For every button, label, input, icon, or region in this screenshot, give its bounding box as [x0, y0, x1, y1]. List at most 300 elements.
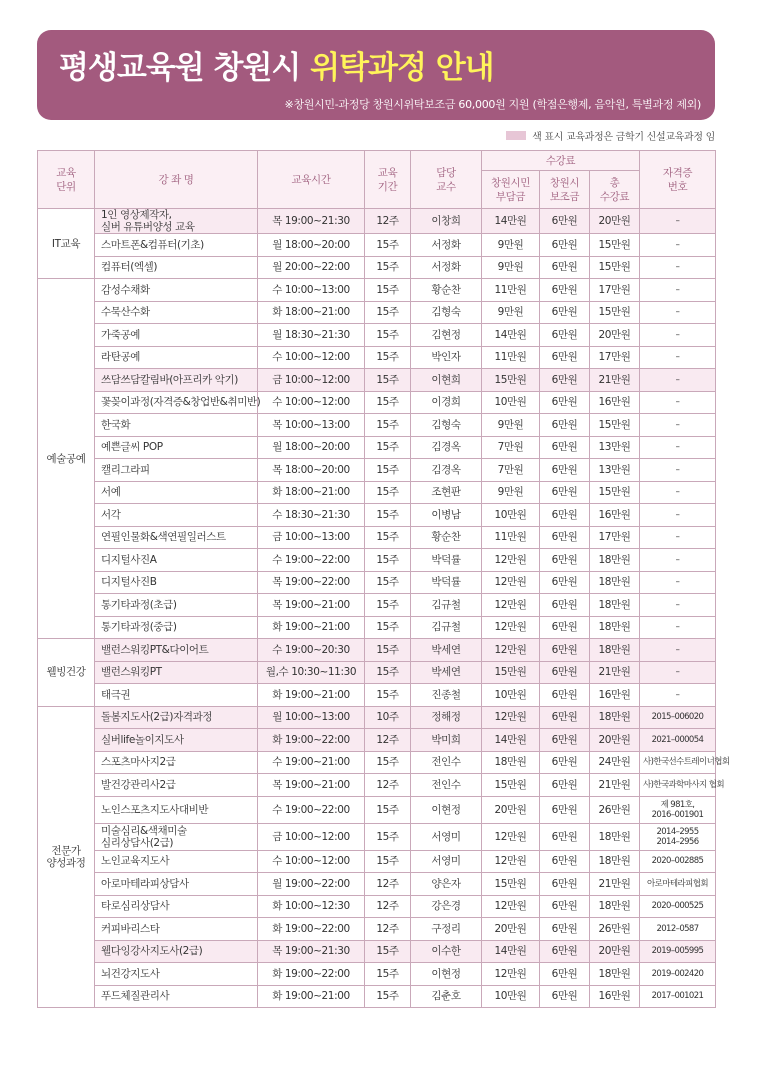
cert-cell: 제 981호, 2016–001901 — [640, 796, 716, 823]
instructor-cell: 이경희 — [411, 391, 482, 414]
cert-cell: – — [640, 616, 716, 639]
period-cell: 12주 — [365, 895, 411, 918]
table-row — [38, 963, 716, 986]
time-cell: 목 19:00~22:00 — [258, 571, 365, 594]
cert-cell: 2017–001021 — [640, 985, 716, 1008]
fee-subsidy-cell: 6만원 — [540, 346, 590, 369]
course-name-cell: 밸런스워킹PT&다이어트 — [95, 639, 258, 662]
table-row — [38, 985, 716, 1008]
time-cell: 월 10:00~13:00 — [258, 706, 365, 729]
course-name-cell: 노인스포츠지도사대비반 — [95, 796, 258, 823]
table-row — [38, 369, 716, 392]
cert-cell: 2012–0587 — [640, 918, 716, 941]
time-cell: 수 10:00~12:00 — [258, 850, 365, 873]
fee-subsidy-cell: 6만원 — [540, 549, 590, 572]
time-cell: 화 19:00~22:00 — [258, 963, 365, 986]
course-name-cell: 컴퓨터(엑셀) — [95, 256, 258, 279]
header-cert: 자격증 번호 — [640, 151, 716, 209]
title-main: 평생교육원 창원시 — [59, 50, 311, 86]
instructor-cell: 황순찬 — [411, 526, 482, 549]
course-name-cell: 푸드체질관리사 — [95, 985, 258, 1008]
fee-citizen-cell: 10만원 — [482, 985, 540, 1008]
fee-subsidy-cell: 6만원 — [540, 706, 590, 729]
table-row — [38, 414, 716, 437]
fee-citizen-cell: 18만원 — [482, 751, 540, 774]
fee-total-cell: 20만원 — [590, 729, 640, 752]
period-cell: 12주 — [365, 774, 411, 797]
fee-subsidy-cell: 6만원 — [540, 823, 590, 850]
period-cell: 15주 — [365, 234, 411, 257]
instructor-cell: 이현희 — [411, 369, 482, 392]
fee-total-cell: 16만원 — [590, 391, 640, 414]
table-row — [38, 234, 716, 257]
time-cell: 목 19:00~21:00 — [258, 594, 365, 617]
instructor-cell: 박덕률 — [411, 571, 482, 594]
period-cell: 15주 — [365, 850, 411, 873]
time-cell: 월 20:00~22:00 — [258, 256, 365, 279]
table-row — [38, 616, 716, 639]
course-table — [37, 150, 730, 1008]
course-name-cell: 뇌건강지도사 — [95, 963, 258, 986]
time-cell: 월 19:00~22:00 — [258, 873, 365, 896]
page-title — [59, 42, 494, 87]
fee-subsidy-cell: 6만원 — [540, 369, 590, 392]
period-cell: 15주 — [365, 616, 411, 639]
instructor-cell: 구정리 — [411, 918, 482, 941]
time-cell: 화 19:00~22:00 — [258, 729, 365, 752]
course-name-cell: 라탄공예 — [95, 346, 258, 369]
cert-cell: – — [640, 436, 716, 459]
fee-citizen-cell: 7만원 — [482, 459, 540, 482]
fee-total-cell: 17만원 — [590, 279, 640, 302]
fee-citizen-cell: 15만원 — [482, 369, 540, 392]
title-highlight: 위탁과정 안내 — [310, 50, 494, 86]
category-cell: 예술공예 — [38, 279, 95, 639]
instructor-cell: 박세연 — [411, 639, 482, 662]
time-cell: 금 10:00~13:00 — [258, 526, 365, 549]
fee-subsidy-cell: 6만원 — [540, 774, 590, 797]
fee-subsidy-cell: 6만원 — [540, 895, 590, 918]
fee-citizen-cell: 12만원 — [482, 549, 540, 572]
fee-subsidy-cell: 6만원 — [540, 571, 590, 594]
table-row — [38, 796, 716, 823]
period-cell: 15주 — [365, 751, 411, 774]
table-row — [38, 324, 716, 347]
period-cell: 15주 — [365, 594, 411, 617]
fee-subsidy-cell: 6만원 — [540, 616, 590, 639]
period-cell: 12주 — [365, 209, 411, 234]
instructor-cell: 김현정 — [411, 324, 482, 347]
table-row — [38, 436, 716, 459]
fee-citizen-cell: 9만원 — [482, 234, 540, 257]
course-name-cell: 수묵산수화 — [95, 301, 258, 324]
fee-citizen-cell: 7만원 — [482, 436, 540, 459]
course-name-cell: 실버life놀이지도사 — [95, 729, 258, 752]
fee-subsidy-cell: 6만원 — [540, 436, 590, 459]
cert-cell: – — [640, 481, 716, 504]
table-row — [38, 209, 716, 234]
fee-total-cell: 18만원 — [590, 594, 640, 617]
fee-total-cell: 21만원 — [590, 774, 640, 797]
course-name-cell: 한국화 — [95, 414, 258, 437]
fee-citizen-cell: 12만원 — [482, 895, 540, 918]
course-name-cell: 쓰담쓰담칼림바(아프리카 악기) — [95, 369, 258, 392]
time-cell: 화 19:00~22:00 — [258, 918, 365, 941]
course-name-cell: 스포츠마사지2급 — [95, 751, 258, 774]
table-row — [38, 774, 716, 797]
fee-subsidy-cell: 6만원 — [540, 481, 590, 504]
period-cell: 15주 — [365, 639, 411, 662]
fee-subsidy-cell: 6만원 — [540, 459, 590, 482]
table-row — [38, 594, 716, 617]
table-row — [38, 391, 716, 414]
table-row — [38, 549, 716, 572]
period-cell: 15주 — [365, 823, 411, 850]
course-name-cell: 1인 영상제작자, 실버 유튜버양성 교육 — [95, 209, 258, 234]
cert-cell: – — [640, 639, 716, 662]
fee-total-cell: 21만원 — [590, 369, 640, 392]
time-cell: 금 10:00~12:00 — [258, 823, 365, 850]
cert-cell: 2014–2955 2014–2956 — [640, 823, 716, 850]
course-name-cell: 연필인물화&색연필일러스트 — [95, 526, 258, 549]
table-row — [38, 706, 716, 729]
cert-cell: 2019–005995 — [640, 940, 716, 963]
time-cell: 수 19:00~21:00 — [258, 751, 365, 774]
table-row — [38, 639, 716, 662]
table-row — [38, 661, 716, 684]
course-name-cell: 돌봄지도사(2급)자격과정 — [95, 706, 258, 729]
period-cell: 15주 — [365, 940, 411, 963]
cert-cell: – — [640, 234, 716, 257]
fee-total-cell: 20만원 — [590, 324, 640, 347]
time-cell: 월 18:30~21:30 — [258, 324, 365, 347]
course-name-cell: 디지털사진B — [95, 571, 258, 594]
fee-subsidy-cell: 6만원 — [540, 751, 590, 774]
header-banner — [37, 30, 715, 120]
cert-cell: – — [640, 369, 716, 392]
fee-total-cell: 16만원 — [590, 985, 640, 1008]
course-name-cell: 통기타과정(중급) — [95, 616, 258, 639]
table-row — [38, 526, 716, 549]
fee-total-cell: 17만원 — [590, 346, 640, 369]
table-row — [38, 850, 716, 873]
fee-citizen-cell: 11만원 — [482, 346, 540, 369]
fee-citizen-cell: 12만원 — [482, 963, 540, 986]
cert-cell: – — [640, 256, 716, 279]
period-cell: 15주 — [365, 324, 411, 347]
instructor-cell: 박미희 — [411, 729, 482, 752]
cert-cell: 아로마테라피협회 — [640, 873, 716, 896]
fee-total-cell: 18만원 — [590, 895, 640, 918]
course-name-cell: 가죽공예 — [95, 324, 258, 347]
time-cell: 월 18:00~20:00 — [258, 436, 365, 459]
fee-citizen-cell: 9만원 — [482, 256, 540, 279]
fee-total-cell: 13만원 — [590, 459, 640, 482]
course-name-cell: 아로마테라피상담사 — [95, 873, 258, 896]
table-row — [38, 684, 716, 707]
period-cell: 15주 — [365, 549, 411, 572]
fee-total-cell: 18만원 — [590, 823, 640, 850]
time-cell: 수 19:00~22:00 — [258, 796, 365, 823]
time-cell: 목 10:00~13:00 — [258, 414, 365, 437]
instructor-cell: 진종철 — [411, 684, 482, 707]
instructor-cell: 이병남 — [411, 504, 482, 527]
fee-total-cell: 13만원 — [590, 436, 640, 459]
fee-subsidy-cell: 6만원 — [540, 391, 590, 414]
course-name-cell: 통기타과정(초급) — [95, 594, 258, 617]
fee-subsidy-cell: 6만원 — [540, 661, 590, 684]
period-cell: 10주 — [365, 706, 411, 729]
period-cell: 12주 — [365, 729, 411, 752]
category-cell: IT교육 — [38, 209, 95, 279]
course-name-cell: 꽃꽂이과정(자격증&창업반&취미반) — [95, 391, 258, 414]
table-row — [38, 729, 716, 752]
fee-citizen-cell: 14만원 — [482, 940, 540, 963]
table-row — [38, 459, 716, 482]
fee-subsidy-cell: 6만원 — [540, 985, 590, 1008]
instructor-cell: 김춘호 — [411, 985, 482, 1008]
fee-total-cell: 15만원 — [590, 256, 640, 279]
time-cell: 금 10:00~12:00 — [258, 369, 365, 392]
fee-citizen-cell: 10만원 — [482, 504, 540, 527]
fee-citizen-cell: 12만원 — [482, 594, 540, 617]
fee-citizen-cell: 20만원 — [482, 796, 540, 823]
instructor-cell: 박세연 — [411, 661, 482, 684]
fee-subsidy-cell: 6만원 — [540, 324, 590, 347]
fee-total-cell: 15만원 — [590, 234, 640, 257]
cert-cell: 2020–000525 — [640, 895, 716, 918]
cert-cell: – — [640, 209, 716, 234]
time-cell: 수 18:30~21:30 — [258, 504, 365, 527]
fee-citizen-cell: 12만원 — [482, 639, 540, 662]
cert-cell: 사)한국과학마사지 협회 — [640, 774, 716, 797]
time-cell: 목 19:00~21:30 — [258, 209, 365, 234]
period-cell: 12주 — [365, 918, 411, 941]
table-row — [38, 940, 716, 963]
instructor-cell: 서정화 — [411, 256, 482, 279]
fee-total-cell: 16만원 — [590, 504, 640, 527]
fee-subsidy-cell: 6만원 — [540, 504, 590, 527]
fee-citizen-cell: 20만원 — [482, 918, 540, 941]
legend-swatch — [506, 131, 526, 140]
fee-subsidy-cell: 6만원 — [540, 684, 590, 707]
period-cell: 15주 — [365, 414, 411, 437]
cert-cell: – — [640, 504, 716, 527]
period-cell: 15주 — [365, 256, 411, 279]
fee-citizen-cell: 9만원 — [482, 301, 540, 324]
period-cell: 15주 — [365, 571, 411, 594]
fee-citizen-cell: 10만원 — [482, 391, 540, 414]
time-cell: 수 19:00~22:00 — [258, 549, 365, 572]
table-row — [38, 256, 716, 279]
period-cell: 15주 — [365, 684, 411, 707]
period-cell: 15주 — [365, 436, 411, 459]
cert-cell: – — [640, 346, 716, 369]
instructor-cell: 이수한 — [411, 940, 482, 963]
course-name-cell: 예쁜글씨 POP — [95, 436, 258, 459]
cert-cell: 사)한국선수트레이너협회 — [640, 751, 716, 774]
fee-subsidy-cell: 6만원 — [540, 526, 590, 549]
cert-cell: – — [640, 391, 716, 414]
legend-text: 색 표시 교육과정은 금학기 신설교육과정 임 — [532, 132, 715, 143]
course-name-cell: 발건강관리사2급 — [95, 774, 258, 797]
course-name-cell: 캘리그라피 — [95, 459, 258, 482]
fee-total-cell: 26만원 — [590, 796, 640, 823]
instructor-cell: 조현판 — [411, 481, 482, 504]
fee-subsidy-cell: 6만원 — [540, 940, 590, 963]
fee-citizen-cell: 12만원 — [482, 571, 540, 594]
fee-total-cell: 18만원 — [590, 549, 640, 572]
header-fee-group: 수강료 — [482, 151, 640, 171]
fee-total-cell: 18만원 — [590, 706, 640, 729]
course-name-cell: 타로심리상담사 — [95, 895, 258, 918]
instructor-cell: 김규철 — [411, 594, 482, 617]
fee-total-cell: 18만원 — [590, 963, 640, 986]
course-name-cell: 노인교육지도사 — [95, 850, 258, 873]
header-fee-subsidy: 창원시 보조금 — [540, 171, 590, 209]
instructor-cell: 김규철 — [411, 616, 482, 639]
fee-total-cell: 15만원 — [590, 414, 640, 437]
instructor-cell: 김경옥 — [411, 459, 482, 482]
table-row — [38, 873, 716, 896]
course-name-cell: 스마트폰&컴퓨터(기초) — [95, 234, 258, 257]
time-cell: 화 19:00~21:00 — [258, 684, 365, 707]
fee-citizen-cell: 14만원 — [482, 209, 540, 234]
instructor-cell: 서영미 — [411, 850, 482, 873]
header-course: 강 좌 명 — [95, 151, 258, 209]
instructor-cell: 황순찬 — [411, 279, 482, 302]
fee-total-cell: 20만원 — [590, 209, 640, 234]
fee-citizen-cell: 15만원 — [482, 774, 540, 797]
table-row — [38, 918, 716, 941]
period-cell: 15주 — [365, 279, 411, 302]
fee-total-cell: 26만원 — [590, 918, 640, 941]
period-cell: 15주 — [365, 963, 411, 986]
time-cell: 수 19:00~20:30 — [258, 639, 365, 662]
header-fee-total: 총 수강료 — [590, 171, 640, 209]
table-row — [38, 571, 716, 594]
fee-citizen-cell: 11만원 — [482, 279, 540, 302]
course-name-cell: 서각 — [95, 504, 258, 527]
cert-cell: – — [640, 549, 716, 572]
fee-total-cell: 18만원 — [590, 616, 640, 639]
instructor-cell: 이창희 — [411, 209, 482, 234]
fee-subsidy-cell: 6만원 — [540, 279, 590, 302]
fee-citizen-cell: 12만원 — [482, 616, 540, 639]
cert-cell: 2020–002885 — [640, 850, 716, 873]
fee-total-cell: 20만원 — [590, 940, 640, 963]
cert-cell: – — [640, 301, 716, 324]
fee-total-cell: 15만원 — [590, 481, 640, 504]
fee-subsidy-cell: 6만원 — [540, 796, 590, 823]
instructor-cell: 이현정 — [411, 796, 482, 823]
instructor-cell: 김형숙 — [411, 301, 482, 324]
table-row — [38, 504, 716, 527]
fee-citizen-cell: 15만원 — [482, 873, 540, 896]
header-instructor: 담당 교수 — [411, 151, 482, 209]
table-row — [38, 751, 716, 774]
cert-cell: – — [640, 684, 716, 707]
instructor-cell: 양은자 — [411, 873, 482, 896]
fee-total-cell: 21만원 — [590, 661, 640, 684]
fee-citizen-cell: 10만원 — [482, 684, 540, 707]
fee-citizen-cell: 12만원 — [482, 706, 540, 729]
table-row — [38, 895, 716, 918]
period-cell: 15주 — [365, 459, 411, 482]
header-category: 교육 단위 — [38, 151, 95, 209]
fee-subsidy-cell: 6만원 — [540, 850, 590, 873]
fee-subsidy-cell: 6만원 — [540, 414, 590, 437]
course-name-cell: 감성수채화 — [95, 279, 258, 302]
table-row — [38, 346, 716, 369]
instructor-cell: 서정화 — [411, 234, 482, 257]
time-cell: 화 19:00~21:00 — [258, 985, 365, 1008]
fee-total-cell: 17만원 — [590, 526, 640, 549]
period-cell: 15주 — [365, 526, 411, 549]
cert-cell: – — [640, 324, 716, 347]
fee-citizen-cell: 12만원 — [482, 823, 540, 850]
fee-citizen-cell: 15만원 — [482, 661, 540, 684]
instructor-cell: 전인수 — [411, 774, 482, 797]
instructor-cell: 정해정 — [411, 706, 482, 729]
fee-total-cell: 18만원 — [590, 639, 640, 662]
course-name-cell: 커피바리스타 — [95, 918, 258, 941]
cert-cell: 2021–000054 — [640, 729, 716, 752]
cert-cell: – — [640, 414, 716, 437]
instructor-cell: 김경옥 — [411, 436, 482, 459]
table-row — [38, 301, 716, 324]
table-row — [38, 823, 716, 850]
fee-citizen-cell: 11만원 — [482, 526, 540, 549]
instructor-cell: 박인자 — [411, 346, 482, 369]
time-cell: 화 18:00~21:00 — [258, 301, 365, 324]
period-cell: 15주 — [365, 301, 411, 324]
course-name-cell: 디지털사진A — [95, 549, 258, 572]
instructor-cell: 서영미 — [411, 823, 482, 850]
time-cell: 수 10:00~13:00 — [258, 279, 365, 302]
header-period: 교육 기간 — [365, 151, 411, 209]
course-name-cell: 밸런스워킹PT — [95, 661, 258, 684]
fee-subsidy-cell: 6만원 — [540, 963, 590, 986]
time-cell: 화 19:00~21:00 — [258, 616, 365, 639]
period-cell: 15주 — [365, 391, 411, 414]
instructor-cell: 강은경 — [411, 895, 482, 918]
period-cell: 15주 — [365, 796, 411, 823]
header-fee-citizen: 창원시민 부담금 — [482, 171, 540, 209]
period-cell: 15주 — [365, 346, 411, 369]
fee-subsidy-cell: 6만원 — [540, 639, 590, 662]
subsidy-note: ※창원시민-과정당 창원시위탁보조금 60,000원 지원 (학점은행제, 음악원, 특별과정 제외) — [284, 98, 701, 111]
cert-cell: – — [640, 526, 716, 549]
instructor-cell: 전인수 — [411, 751, 482, 774]
fee-subsidy-cell: 6만원 — [540, 209, 590, 234]
fee-citizen-cell: 14만원 — [482, 729, 540, 752]
time-cell: 목 19:00~21:00 — [258, 774, 365, 797]
fee-subsidy-cell: 6만원 — [540, 729, 590, 752]
time-cell: 화 10:00~12:30 — [258, 895, 365, 918]
category-cell: 웰빙건강 — [38, 639, 95, 707]
table-row — [38, 279, 716, 302]
time-cell: 화 18:00~21:00 — [258, 481, 365, 504]
category-cell: 전문가 양성과정 — [38, 706, 95, 1008]
fee-subsidy-cell: 6만원 — [540, 234, 590, 257]
fee-citizen-cell: 9만원 — [482, 481, 540, 504]
period-cell: 15주 — [365, 369, 411, 392]
period-cell: 15주 — [365, 661, 411, 684]
fee-citizen-cell: 14만원 — [482, 324, 540, 347]
instructor-cell: 김형숙 — [411, 414, 482, 437]
cert-cell: – — [640, 279, 716, 302]
